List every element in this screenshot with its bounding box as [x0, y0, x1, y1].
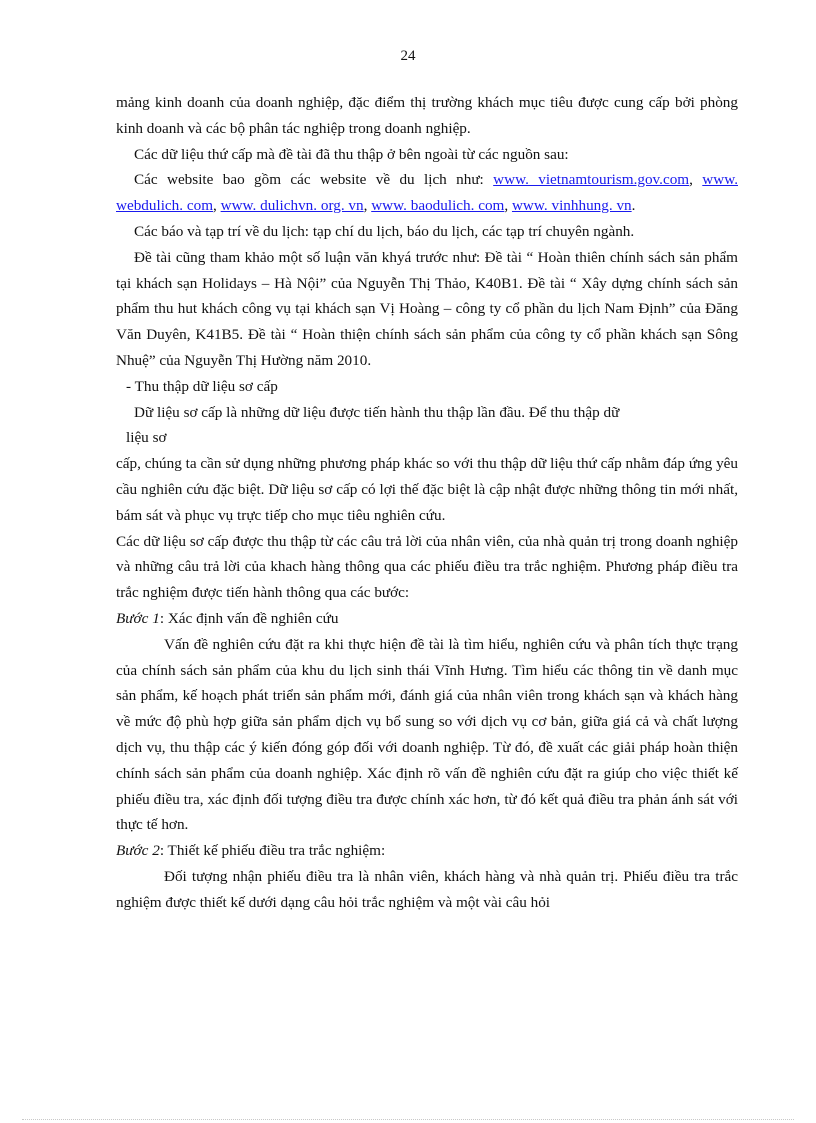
paragraph: Dữ liệu sơ cấp là những dữ liệu được tiến hành thu thập lần đầu. Để thu thập dữ [134, 403, 620, 421]
document-body [116, 90, 738, 916]
section-heading: - Thu thập dữ liệu sơ cấp [126, 377, 278, 395]
link-baodulich[interactable]: www. baodulich. com [371, 197, 505, 215]
link-webdulich[interactable]: www. webdulich. com [116, 171, 738, 215]
link-vinhhung[interactable]: www. vinhhung. vn [511, 197, 632, 215]
paragraph: mảng kinh doanh của doanh nghiệp, đặc điểm thị trường khách mục tiêu được cung cấp bởi phòng kinh doanh và các bộ phân tác nghiệp trong doanh nghiệp. [116, 94, 738, 137]
step-label: Bước 1 [116, 609, 160, 627]
link-vietnamtourism[interactable]: www. vietnamtourism.gov.com [493, 171, 690, 189]
page-number: 24 [400, 48, 416, 64]
step-label: Bước 2 [116, 842, 160, 860]
paragraph: liệu sơ [126, 429, 167, 447]
step-text: : Thiết kế phiếu điều tra trắc nghiệm: [159, 842, 386, 860]
page-bottom-divider [22, 1119, 794, 1120]
step-1 [116, 606, 738, 632]
paragraph: cấp, chúng ta cần sử dụng những phương pháp khác so với thu thập dữ liệu thứ cấp nhằm đáp ứng yêu cầu nghiên cứu đặc biệt. Dữ liệu sơ cấp có lợi thế đặc biệt là cập nhật được những thông tin mới nhất, bám sát và phục vụ trực tiếp cho mục tiêu nghiên cứu. [116, 455, 738, 524]
paragraph: Các dữ liệu sơ cấp được thu thập từ các câu trả lời của nhân viên, của nhà quản trị trong doanh nghiệp và những câu trả lời của khach hàng thông qua các phiếu điều tra trắc nghiệm. Phương pháp điều tra trắc nghiệm được tiến hành thông qua các bước: [116, 532, 738, 602]
paragraph: Đối tượng nhận phiếu điều tra là nhân viên, khách hàng và nhà quản trị. Phiếu điều tra trắc nghiệm được thiết kế dưới dạng câu hỏi trắc nghiệm và một vài câu hỏi [116, 867, 738, 911]
link-dulichvn[interactable]: www. dulichvn. org. vn [220, 197, 364, 215]
paragraph-text: Các website bao gồm các website về du lịch như: [134, 171, 494, 189]
paragraph: Các báo và tạp trí về du lịch: tạp chí du lịch, báo du lịch, các tạp trí chuyên ngành. [134, 222, 635, 240]
paragraph-websites: Các website bao gồm các website về du lịch như: www. vietnamtourism.gov.com, www. webdulich. com, www. dulichvn. org. vn, www. baodulich. com, www. vinhhung. vn. [116, 171, 738, 215]
step-2 [116, 838, 738, 864]
paragraph: Vấn đề nghiên cứu đặt ra khi thực hiện đề tài là tìm hiểu, nghiên cứu và phân tích thực trạng của chính sách sản phẩm của khu du lịch sinh thái Vĩnh Hưng. Tìm hiểu các thông tin về danh mục sản phẩm, kế hoạch phát triển sản phẩm mới, đánh giá của nhân viên trong khách sạn và khách hàng về mức độ phù hợp giữa sản phẩm dịch vụ bổ sung so với dịch vụ cơ bản, giữa giá cả và chất lượng dịch vụ, thu thập các ý kiến đóng góp đối với doanh nghiệp. Từ đó, đề xuất các giải pháp hoàn thiện chính sách sản phẩm của doanh nghiệp. Xác định rõ vấn đề nghiên cứu đặt ra giúp cho việc thiết kế phiếu điều tra, xác định đối tượng điều tra được chính xác hơn, từ đó kết quả điều tra phản ánh sát với thực tế hơn. [116, 635, 738, 834]
step-text: : Xác định vấn đề nghiên cứu [159, 609, 339, 627]
paragraph: Đề tài cũng tham khảo một số luận văn khyá trước như: Đề tài “ Hoàn thiên chính sách sản phẩm tại khách sạn Holidays – Hà Nội” của Nguyễn Thị Thảo, K40B1. Đề tài “ Xây dựng chính sách sản phẩm thu hut khách công vụ tại khách sạn Vị Hoàng – công ty cổ phần du lịch Nam Định” của Đăng Văn Duyên, K41B5. Đề tài “ Hoàn thiện chính sách sản phẩm của công ty cổ phần khách sạn Sông Nhuệ” của Nguyễn Thị Hường năm 2010. [116, 248, 738, 369]
paragraph: Các dữ liệu thứ cấp mà đề tài đã thu thập ở bên ngoài từ các nguồn sau: [134, 145, 569, 163]
